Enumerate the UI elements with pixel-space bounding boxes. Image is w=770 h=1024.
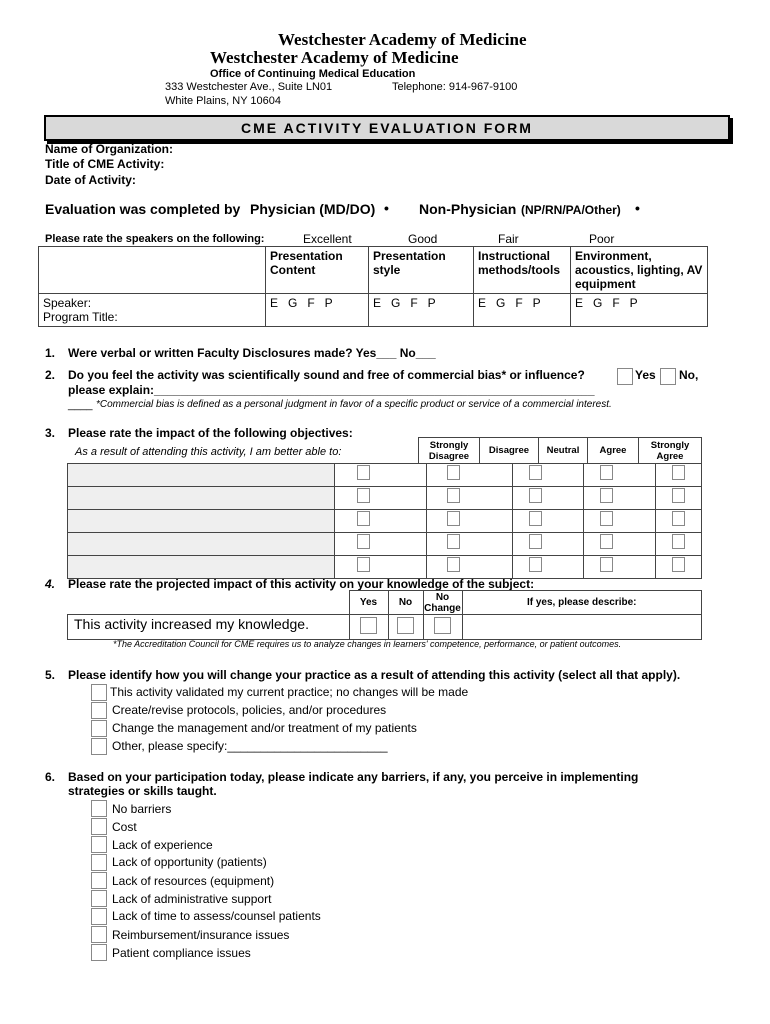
scale-poor: Poor bbox=[589, 232, 615, 246]
rating-cell[interactable] bbox=[512, 556, 583, 579]
q5-option-checkbox[interactable] bbox=[91, 720, 107, 737]
rating-cell[interactable] bbox=[426, 487, 512, 510]
rating-cell[interactable] bbox=[426, 464, 512, 487]
speakers-table bbox=[38, 246, 708, 327]
q4-no-cell[interactable] bbox=[388, 615, 423, 640]
q6-option-label: Lack of administrative support bbox=[112, 892, 272, 906]
q4-no-checkbox[interactable] bbox=[397, 617, 414, 634]
checkbox[interactable] bbox=[447, 488, 460, 503]
q4-no-change-checkbox[interactable] bbox=[434, 617, 451, 634]
q4-text: Please rate the projected impact of this activity on your knowledge of the subject: bbox=[68, 577, 535, 591]
q6-option-label: No barriers bbox=[112, 802, 172, 816]
q4-table bbox=[67, 590, 702, 640]
rating-content[interactable]: E G F P bbox=[266, 294, 369, 327]
completed-by-label: Evaluation was completed by bbox=[45, 201, 241, 217]
form-title: CME ACTIVITY EVALUATION FORM bbox=[44, 115, 730, 141]
checkbox[interactable] bbox=[529, 534, 542, 549]
q3-objectives-table bbox=[67, 463, 702, 579]
q4-col-describe: If yes, please describe: bbox=[462, 591, 702, 615]
q3-number: 3. bbox=[45, 426, 56, 440]
rating-cell[interactable] bbox=[512, 510, 583, 533]
q2-no-checkbox[interactable] bbox=[660, 368, 676, 385]
rating-cell[interactable] bbox=[512, 487, 583, 510]
q6-option-checkbox[interactable] bbox=[91, 944, 107, 961]
q6-option-label: Lack of resources (equipment) bbox=[112, 874, 275, 888]
speaker-label: Speaker: bbox=[43, 296, 92, 310]
rating-cell[interactable] bbox=[656, 464, 702, 487]
q3-header bbox=[418, 437, 702, 464]
q6-option-label: Lack of opportunity (patients) bbox=[112, 855, 267, 869]
q2-yes-label: Yes bbox=[635, 368, 656, 382]
org-title-2: Westchester Academy of Medicine bbox=[210, 48, 459, 67]
q6-option-checkbox[interactable] bbox=[91, 800, 107, 817]
q5-option-checkbox[interactable] bbox=[91, 702, 107, 719]
q5-number: 5. bbox=[45, 668, 56, 682]
non-physician-detail: (NP/RN/PA/Other) bbox=[521, 203, 621, 217]
q2-yes-checkbox[interactable] bbox=[617, 368, 633, 385]
q6-option-checkbox[interactable] bbox=[91, 836, 107, 853]
checkbox[interactable] bbox=[447, 557, 460, 572]
non-physician-bullet[interactable]: • bbox=[635, 200, 640, 216]
q6-option-checkbox[interactable] bbox=[91, 818, 107, 835]
physician-option[interactable]: Physician (MD/DO) bbox=[250, 201, 376, 217]
checkbox[interactable] bbox=[447, 534, 460, 549]
rating-environment[interactable]: E G F P bbox=[571, 294, 708, 327]
q3-col-neutral: Neutral bbox=[539, 438, 588, 464]
rating-cell[interactable] bbox=[583, 487, 655, 510]
q1-text[interactable]: Were verbal or written Faculty Disclosures made? Yes___ No___ bbox=[68, 346, 436, 360]
physician-bullet[interactable]: • bbox=[384, 200, 389, 216]
rating-style[interactable]: E G F P bbox=[369, 294, 474, 327]
q2-explain-field[interactable]: please explain:__________________________________________________________________ bbox=[68, 383, 595, 397]
checkbox[interactable] bbox=[672, 488, 685, 503]
rating-cell[interactable] bbox=[583, 464, 655, 487]
q4-col-no-change: No Change bbox=[424, 591, 461, 614]
rating-cell[interactable] bbox=[426, 556, 512, 579]
telephone: Telephone: 914-967-9100 bbox=[392, 81, 518, 93]
objective-row[interactable] bbox=[68, 533, 335, 556]
q6-text-2: strategies or skills taught. bbox=[68, 784, 217, 798]
office-name: Office of Continuing Medical Education bbox=[210, 68, 416, 80]
col-instructional-methods: Instructional methods/tools bbox=[474, 247, 571, 294]
q4-col-no: No bbox=[388, 591, 423, 615]
checkbox[interactable] bbox=[447, 511, 460, 526]
activity-date-field[interactable]: Date of Activity: bbox=[45, 173, 136, 187]
q6-option-label: Cost bbox=[112, 820, 137, 834]
q6-number: 6. bbox=[45, 770, 56, 784]
rating-cell[interactable] bbox=[583, 556, 655, 579]
col-presentation-style: Presentation style bbox=[369, 247, 474, 294]
q2-no-label: No, bbox=[679, 368, 699, 382]
q4-describe-field[interactable] bbox=[462, 615, 702, 640]
checkbox[interactable] bbox=[357, 465, 370, 480]
q6-option-checkbox[interactable] bbox=[91, 926, 107, 943]
rating-cell[interactable] bbox=[512, 464, 583, 487]
q4-number: 4. bbox=[45, 577, 56, 591]
q5-option-label: Create/revise protocols, policies, and/or procedures bbox=[112, 703, 387, 717]
rating-cell[interactable] bbox=[656, 510, 702, 533]
checkbox[interactable] bbox=[672, 534, 685, 549]
checkbox[interactable] bbox=[600, 465, 613, 480]
rating-cell[interactable] bbox=[426, 510, 512, 533]
q4-col-yes: Yes bbox=[349, 591, 388, 615]
address-line-1: 333 Westchester Ave., Suite LN01 bbox=[165, 81, 333, 93]
program-title-label: Program Title: bbox=[43, 310, 118, 324]
rating-cell[interactable] bbox=[334, 556, 426, 579]
q3-col-strongly-disagree: Strongly Disagree bbox=[419, 438, 480, 464]
rating-cell[interactable] bbox=[512, 533, 583, 556]
rating-cell[interactable] bbox=[334, 464, 426, 487]
q6-text-1: Based on your participation today, please indicate any barriers, if any, you perceive in implementing bbox=[68, 770, 639, 784]
q3-col-agree: Agree bbox=[588, 438, 639, 464]
speakers-header-blank bbox=[39, 247, 266, 294]
rating-cell[interactable] bbox=[426, 533, 512, 556]
activity-title-field[interactable]: Title of CME Activity: bbox=[45, 157, 165, 171]
scale-good: Good bbox=[408, 232, 438, 246]
q2-number: 2. bbox=[45, 368, 56, 382]
checkbox[interactable] bbox=[357, 511, 370, 526]
q6-option-label: Reimbursement/insurance issues bbox=[112, 928, 290, 942]
checkbox[interactable] bbox=[357, 488, 370, 503]
checkbox[interactable] bbox=[529, 465, 542, 480]
checkbox[interactable] bbox=[600, 511, 613, 526]
organization-field[interactable]: Name of Organization: bbox=[45, 142, 174, 156]
q5-option-checkbox[interactable] bbox=[91, 684, 107, 701]
checkbox[interactable] bbox=[357, 534, 370, 549]
col-environment: Environment, acoustics, lighting, AV equipment bbox=[571, 247, 708, 294]
rating-cell[interactable] bbox=[334, 533, 426, 556]
rating-cell[interactable] bbox=[656, 556, 702, 579]
q6-option-checkbox[interactable] bbox=[91, 854, 107, 871]
checkbox[interactable] bbox=[529, 488, 542, 503]
checkbox[interactable] bbox=[600, 534, 613, 549]
checkbox[interactable] bbox=[672, 511, 685, 526]
org-title-1: Westchester Academy of Medicine bbox=[278, 30, 527, 49]
q3-col-strongly-agree: Strongly Agree bbox=[639, 438, 702, 464]
q2-blank: ____ bbox=[68, 399, 93, 411]
objective-row[interactable] bbox=[68, 487, 335, 510]
checkbox[interactable] bbox=[600, 557, 613, 572]
q3-text: Please rate the impact of the following objectives: bbox=[68, 426, 353, 440]
rating-methods[interactable]: E G F P bbox=[474, 294, 571, 327]
q4-yes-checkbox[interactable] bbox=[360, 617, 377, 634]
q1-number: 1. bbox=[45, 346, 56, 360]
checkbox[interactable] bbox=[529, 557, 542, 572]
rating-cell[interactable] bbox=[334, 487, 426, 510]
checkbox[interactable] bbox=[447, 465, 460, 480]
speakers-intro: Please rate the speakers on the following: bbox=[45, 233, 265, 245]
q2-text: Do you feel the activity was scientifically sound and free of commercial bias* or influence? bbox=[68, 368, 585, 382]
col-presentation-content: Presentation Content bbox=[266, 247, 369, 294]
q6-option-label: Lack of time to assess/counsel patients bbox=[112, 909, 321, 923]
q5-option-label: This activity validated my current practice; no changes will be made bbox=[110, 685, 469, 699]
q4-header-blank bbox=[68, 591, 350, 615]
q5-other-field[interactable]: Other, please specify:________________________ bbox=[112, 739, 388, 753]
scale-fair: Fair bbox=[498, 232, 519, 246]
objective-row[interactable] bbox=[68, 510, 335, 533]
q3-subtext: As a result of attending this activity, I am better able to: bbox=[75, 446, 342, 458]
q6-option-checkbox[interactable] bbox=[91, 890, 107, 907]
q4-row-label: This activity increased my knowledge. bbox=[68, 615, 350, 640]
checkbox[interactable] bbox=[529, 511, 542, 526]
q3-col-disagree: Disagree bbox=[480, 438, 539, 464]
scale-excellent: Excellent bbox=[303, 232, 352, 246]
q4-yes-cell[interactable] bbox=[349, 615, 388, 640]
q2-footnote: *Commercial bias is defined as a personal judgment in favor of a specific product or service of a commercial interest. bbox=[96, 399, 612, 410]
checkbox[interactable] bbox=[672, 465, 685, 480]
q5-text: Please identify how you will change your practice as a result of attending this activity (select all that apply). bbox=[68, 668, 681, 682]
speaker-cell[interactable] bbox=[39, 294, 266, 327]
checkbox[interactable] bbox=[672, 557, 685, 572]
objective-row[interactable] bbox=[68, 556, 335, 579]
rating-cell[interactable] bbox=[656, 533, 702, 556]
rating-cell[interactable] bbox=[656, 487, 702, 510]
checkbox[interactable] bbox=[357, 557, 370, 572]
objective-row[interactable] bbox=[68, 464, 335, 487]
q5-option-label: Change the management and/or treatment of my patients bbox=[112, 721, 417, 735]
q4-no-change-cell[interactable] bbox=[423, 615, 462, 640]
q6-option-label: Patient compliance issues bbox=[112, 946, 251, 960]
rating-cell[interactable] bbox=[583, 510, 655, 533]
address-line-2: White Plains, NY 10604 bbox=[165, 95, 281, 107]
q6-option-checkbox[interactable] bbox=[91, 872, 107, 889]
checkbox[interactable] bbox=[600, 488, 613, 503]
q5-option-checkbox[interactable] bbox=[91, 738, 107, 755]
non-physician-option[interactable]: Non-Physician bbox=[419, 201, 517, 217]
rating-cell[interactable] bbox=[583, 533, 655, 556]
q6-option-label: Lack of experience bbox=[112, 838, 213, 852]
q6-option-checkbox[interactable] bbox=[91, 908, 107, 925]
q4-footnote: *The Accreditation Council for CME requires us to analyze changes in learners' competence, performance, or patient outcomes. bbox=[113, 639, 622, 649]
rating-cell[interactable] bbox=[334, 510, 426, 533]
